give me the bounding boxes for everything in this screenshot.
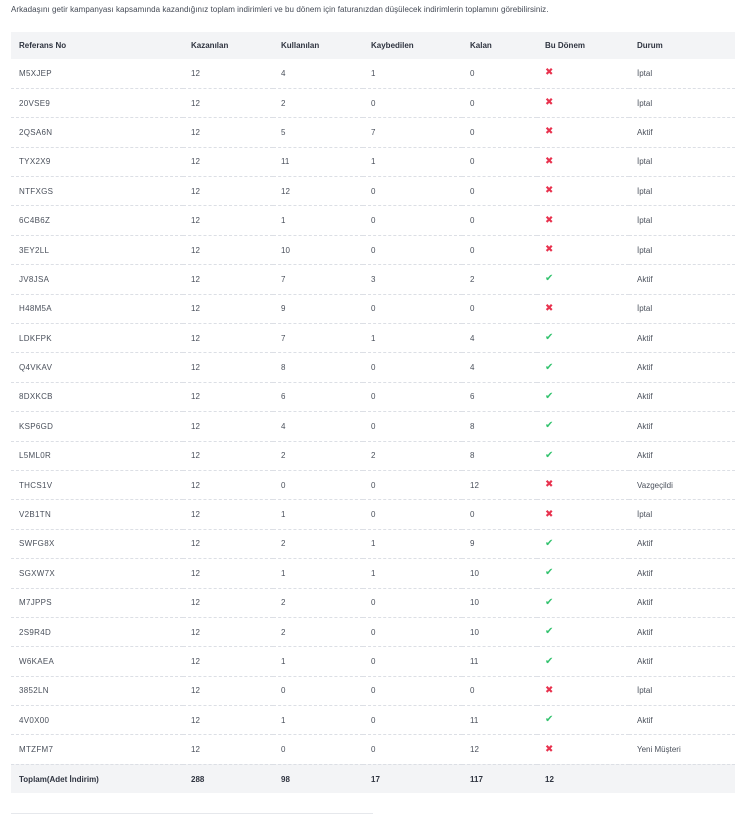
cell-referans-no: 20VSE9 xyxy=(19,98,51,108)
cell-kazanilan: 12 xyxy=(191,598,200,608)
table-row xyxy=(11,206,735,235)
cell-referans-no: W6KAEA xyxy=(19,657,55,666)
table-row xyxy=(11,294,735,323)
cell-kullanilan: 4 xyxy=(281,68,286,78)
referral-table xyxy=(11,32,735,793)
cell-kaybedilen: 0 xyxy=(371,216,376,226)
table-row xyxy=(11,353,735,382)
cell-kazanilan: 12 xyxy=(191,657,200,666)
cell-kalan: 8 xyxy=(470,451,475,461)
cell-kaybedilen: 3 xyxy=(371,274,376,284)
cell-kullanilan: 12 xyxy=(281,186,290,196)
cell-kalan: 10 xyxy=(470,627,479,637)
cell-kullanilan: 2 xyxy=(281,539,286,549)
cell-kazanilan: 12 xyxy=(191,274,200,284)
cell-durum: Aktif xyxy=(637,657,653,666)
cell-kazanilan: 12 xyxy=(191,745,200,755)
table-row xyxy=(11,735,735,764)
cell-kazanilan: 12 xyxy=(191,127,200,137)
cell-kalan: 0 xyxy=(470,304,475,314)
table-header-row xyxy=(11,32,735,59)
cell-bu-donem xyxy=(537,294,629,323)
cell-referans-no: H48M5A xyxy=(19,304,52,314)
cell-referans-no: SGXW7X xyxy=(19,568,56,578)
cell-kalan: 0 xyxy=(470,127,475,137)
cell-kullanilan: 2 xyxy=(281,598,286,608)
cell-kullanilan: 2 xyxy=(281,627,286,637)
cross-icon: ✖ xyxy=(545,508,554,520)
cell-kullanilan: 1 xyxy=(281,216,286,226)
cell-kaybedilen: 0 xyxy=(371,98,376,108)
table-row xyxy=(11,676,735,705)
cell-kaybedilen: 7 xyxy=(371,127,376,137)
cell-referans-no: 2S9R4D xyxy=(19,627,52,637)
cell-durum: Aktif xyxy=(637,539,653,549)
cell-kaybedilen: 0 xyxy=(371,186,376,196)
cell-referans-no: 3EY2LL xyxy=(19,245,50,255)
cross-icon: ✖ xyxy=(545,126,554,138)
cross-icon: ✖ xyxy=(545,214,554,226)
cell-durum: Vazgeçildi xyxy=(637,480,673,490)
cell-kalan: 0 xyxy=(470,68,475,78)
cell-bu-donem xyxy=(537,206,629,235)
cell-kazanilan: 12 xyxy=(191,539,200,549)
table-row xyxy=(11,324,735,353)
cell-referans-no: 8DXKCB xyxy=(19,392,53,402)
cross-icon: ✖ xyxy=(545,244,554,256)
check-icon: ✔ xyxy=(545,390,554,402)
cell-referans-no: MTZFM7 xyxy=(19,745,54,755)
cell-bu-donem xyxy=(537,412,629,441)
table-row xyxy=(11,88,735,117)
cell-kalan: 0 xyxy=(470,686,475,696)
table-row xyxy=(11,265,735,294)
cell-kazanilan: 12 xyxy=(191,715,200,725)
cell-bu-donem xyxy=(537,59,629,88)
cell-kalan: 11 xyxy=(470,657,479,666)
cell-bu-donem xyxy=(537,147,629,176)
cell-kaybedilen: 0 xyxy=(371,392,376,402)
cell-kazanilan: 12 xyxy=(191,510,200,520)
cell-kaybedilen: 0 xyxy=(371,304,376,314)
cell-kullanilan: 1 xyxy=(281,657,286,666)
column-header-bu-donem: Bu Dönem xyxy=(545,41,585,50)
cell-referans-no: 3852LN xyxy=(19,686,49,696)
cell-kazanilan: 12 xyxy=(191,186,200,196)
check-icon: ✔ xyxy=(545,567,554,579)
cell-kullanilan: 0 xyxy=(281,745,286,755)
cell-durum: İptal xyxy=(637,216,653,226)
cell-kalan: 11 xyxy=(470,715,479,725)
cell-kullanilan: 7 xyxy=(281,274,286,284)
cell-kalan: 0 xyxy=(470,98,475,108)
cell-bu-donem xyxy=(537,235,629,264)
total-kullanilan: 98 xyxy=(281,774,290,784)
cell-bu-donem xyxy=(537,588,629,617)
column-header-kazanilan: Kazanılan xyxy=(191,41,229,50)
cell-kullanilan: 6 xyxy=(281,392,286,402)
cell-bu-donem xyxy=(537,441,629,470)
cell-kullanilan: 10 xyxy=(281,245,290,255)
cell-bu-donem xyxy=(537,88,629,117)
cell-kaybedilen: 0 xyxy=(371,715,376,725)
table-row xyxy=(11,147,735,176)
intro-text: Arkadaşını getir kampanyası kapsamında kazandığınız toplam indirimleri ve bu dönem için faturanızdan düşülecek indirimlerin toplamını görebilirsiniz. xyxy=(11,5,549,14)
cell-kaybedilen: 0 xyxy=(371,480,376,490)
cell-referans-no: V2B1TN xyxy=(19,510,52,520)
cell-bu-donem xyxy=(537,177,629,206)
table-row xyxy=(11,706,735,735)
cell-kalan: 0 xyxy=(470,157,475,167)
cross-icon: ✖ xyxy=(545,185,554,197)
cell-bu-donem xyxy=(537,735,629,764)
check-icon: ✔ xyxy=(545,361,554,373)
cell-kalan: 2 xyxy=(470,274,475,284)
cross-icon: ✖ xyxy=(545,302,554,314)
cell-bu-donem xyxy=(537,500,629,529)
cell-referans-no: THCS1V xyxy=(19,480,53,490)
cell-bu-donem xyxy=(537,647,629,676)
check-icon: ✔ xyxy=(545,655,554,667)
cell-kalan: 0 xyxy=(470,510,475,520)
table-row xyxy=(11,412,735,441)
cell-kaybedilen: 0 xyxy=(371,510,376,520)
cell-durum: Aktif xyxy=(637,598,653,608)
cell-durum: Aktif xyxy=(637,568,653,578)
cell-bu-donem xyxy=(537,559,629,588)
cell-kaybedilen: 0 xyxy=(371,627,376,637)
total-label: Toplam(Adet İndirim) xyxy=(19,774,99,784)
cell-kazanilan: 12 xyxy=(191,627,200,637)
cell-kalan: 12 xyxy=(470,480,479,490)
cell-kaybedilen: 1 xyxy=(371,539,376,549)
column-header-kullanilan: Kullanılan xyxy=(281,41,320,50)
cell-kazanilan: 12 xyxy=(191,451,200,461)
cell-durum: İptal xyxy=(637,68,653,78)
cell-durum: İptal xyxy=(637,157,653,167)
cell-referans-no: M7JPPS xyxy=(19,598,52,608)
table-row xyxy=(11,382,735,411)
total-durum xyxy=(629,764,735,793)
table-row xyxy=(11,529,735,558)
cell-kazanilan: 12 xyxy=(191,363,200,373)
cell-bu-donem xyxy=(537,470,629,499)
cell-kazanilan: 12 xyxy=(191,568,200,578)
total-bu-donem: 12 xyxy=(545,774,554,784)
table-row xyxy=(11,59,735,88)
check-icon: ✔ xyxy=(545,273,554,285)
cell-bu-donem xyxy=(537,382,629,411)
cell-kaybedilen: 1 xyxy=(371,568,376,578)
cell-bu-donem xyxy=(537,529,629,558)
cell-bu-donem xyxy=(537,617,629,646)
cell-kaybedilen: 1 xyxy=(371,157,376,167)
cell-kaybedilen: 2 xyxy=(371,451,376,461)
cell-kullanilan: 0 xyxy=(281,480,286,490)
cell-durum: Aktif xyxy=(637,392,653,402)
cell-kazanilan: 12 xyxy=(191,304,200,314)
cell-durum: İptal xyxy=(637,186,653,196)
column-header-kalan: Kalan xyxy=(470,41,492,50)
cell-referans-no: NTFXGS xyxy=(19,186,54,196)
cross-icon: ✖ xyxy=(545,479,554,491)
check-icon: ✔ xyxy=(545,332,554,344)
cell-bu-donem xyxy=(537,324,629,353)
cell-durum: Aktif xyxy=(637,715,653,725)
cell-kullanilan: 5 xyxy=(281,127,286,137)
cell-kaybedilen: 0 xyxy=(371,657,376,666)
check-icon: ✔ xyxy=(545,626,554,638)
cell-bu-donem xyxy=(537,676,629,705)
cell-durum: İptal xyxy=(637,245,653,255)
cell-kalan: 4 xyxy=(470,363,475,373)
cell-durum: İptal xyxy=(637,686,653,696)
total-kazanilan: 288 xyxy=(191,774,205,784)
cell-durum: Aktif xyxy=(637,627,653,637)
cell-kullanilan: 1 xyxy=(281,510,286,520)
cell-kalan: 0 xyxy=(470,216,475,226)
cell-kazanilan: 12 xyxy=(191,216,200,226)
check-icon: ✔ xyxy=(545,714,554,726)
cell-kazanilan: 12 xyxy=(191,421,200,431)
table-row xyxy=(11,559,735,588)
cell-kalan: 12 xyxy=(470,745,479,755)
cell-kalan: 10 xyxy=(470,598,479,608)
cell-bu-donem xyxy=(537,118,629,147)
cell-kaybedilen: 1 xyxy=(371,68,376,78)
cross-icon: ✖ xyxy=(545,743,554,755)
cell-kullanilan: 9 xyxy=(281,304,286,314)
cell-kazanilan: 12 xyxy=(191,392,200,402)
cell-kaybedilen: 0 xyxy=(371,598,376,608)
cell-referans-no: LDKFPK xyxy=(19,333,52,343)
cell-kullanilan: 11 xyxy=(281,157,290,167)
table-row xyxy=(11,588,735,617)
cell-bu-donem xyxy=(537,706,629,735)
cell-kaybedilen: 0 xyxy=(371,421,376,431)
column-header-durum: Durum xyxy=(637,41,663,50)
cell-kaybedilen: 0 xyxy=(371,245,376,255)
total-kalan: 117 xyxy=(470,774,483,784)
cross-icon: ✖ xyxy=(545,67,554,79)
check-icon: ✔ xyxy=(545,420,554,432)
cell-kazanilan: 12 xyxy=(191,480,200,490)
cell-kazanilan: 12 xyxy=(191,333,200,343)
table-body xyxy=(11,59,735,764)
cell-kaybedilen: 0 xyxy=(371,686,376,696)
cell-kazanilan: 12 xyxy=(191,98,200,108)
cell-kullanilan: 2 xyxy=(281,98,286,108)
table-total-row xyxy=(11,764,735,793)
cell-kalan: 6 xyxy=(470,392,475,402)
cell-referans-no: 6C4B6Z xyxy=(19,216,51,226)
cell-kaybedilen: 0 xyxy=(371,363,376,373)
cell-kullanilan: 8 xyxy=(281,363,286,373)
cell-kalan: 4 xyxy=(470,333,475,343)
cell-kalan: 8 xyxy=(470,421,475,431)
cell-kullanilan: 2 xyxy=(281,451,286,461)
column-header-kaybedilen: Kaybedilen xyxy=(371,41,414,50)
cell-bu-donem xyxy=(537,265,629,294)
cell-durum: Aktif xyxy=(637,363,653,373)
cell-kaybedilen: 0 xyxy=(371,745,376,755)
bottom-divider xyxy=(11,813,373,814)
cross-icon: ✖ xyxy=(545,684,554,696)
cell-durum: İptal xyxy=(637,304,653,314)
table-row xyxy=(11,235,735,264)
cell-kullanilan: 7 xyxy=(281,333,286,343)
cell-referans-no: L5ML0R xyxy=(19,451,52,461)
check-icon: ✔ xyxy=(545,596,554,608)
cross-icon: ✖ xyxy=(545,97,554,109)
table-row xyxy=(11,118,735,147)
column-header-referans-no: Referans No xyxy=(19,41,67,50)
cell-durum: Aktif xyxy=(637,274,653,284)
cell-kullanilan: 0 xyxy=(281,686,286,696)
cell-referans-no: 4V0X00 xyxy=(19,715,50,725)
cell-kalan: 10 xyxy=(470,568,479,578)
cell-referans-no: M5XJEP xyxy=(19,68,52,78)
cell-kaybedilen: 1 xyxy=(371,333,376,343)
cell-kazanilan: 12 xyxy=(191,68,200,78)
table-row xyxy=(11,617,735,646)
cell-referans-no: KSP6GD xyxy=(19,421,54,431)
cell-kalan: 0 xyxy=(470,186,475,196)
table-row xyxy=(11,177,735,206)
cell-referans-no: TYX2X9 xyxy=(19,157,51,167)
cell-durum: İptal xyxy=(637,510,653,520)
table-row xyxy=(11,500,735,529)
check-icon: ✔ xyxy=(545,449,554,461)
table-row xyxy=(11,470,735,499)
table-row xyxy=(11,647,735,676)
cell-kalan: 0 xyxy=(470,245,475,255)
cell-referans-no: SWFG8X xyxy=(19,539,55,549)
cell-referans-no: Q4VKAV xyxy=(19,363,53,373)
cell-durum: Aktif xyxy=(637,127,653,137)
cell-kazanilan: 12 xyxy=(191,686,200,696)
cell-kalan: 9 xyxy=(470,539,475,549)
cell-durum: Yeni Müşteri xyxy=(637,745,681,755)
cell-bu-donem xyxy=(537,353,629,382)
cell-kullanilan: 4 xyxy=(281,421,286,431)
cell-kullanilan: 1 xyxy=(281,568,286,578)
cell-durum: Aktif xyxy=(637,421,653,431)
cell-kullanilan: 1 xyxy=(281,715,286,725)
cell-durum: Aktif xyxy=(637,451,653,461)
cell-durum: Aktif xyxy=(637,333,653,343)
cell-kazanilan: 12 xyxy=(191,157,200,167)
cross-icon: ✖ xyxy=(545,155,554,167)
cell-referans-no: 2QSA6N xyxy=(19,127,53,137)
table-row xyxy=(11,441,735,470)
cell-referans-no: JV8JSA xyxy=(19,274,50,284)
total-kaybedilen: 17 xyxy=(371,774,380,784)
check-icon: ✔ xyxy=(545,537,554,549)
cell-kazanilan: 12 xyxy=(191,245,200,255)
cell-durum: İptal xyxy=(637,98,653,108)
